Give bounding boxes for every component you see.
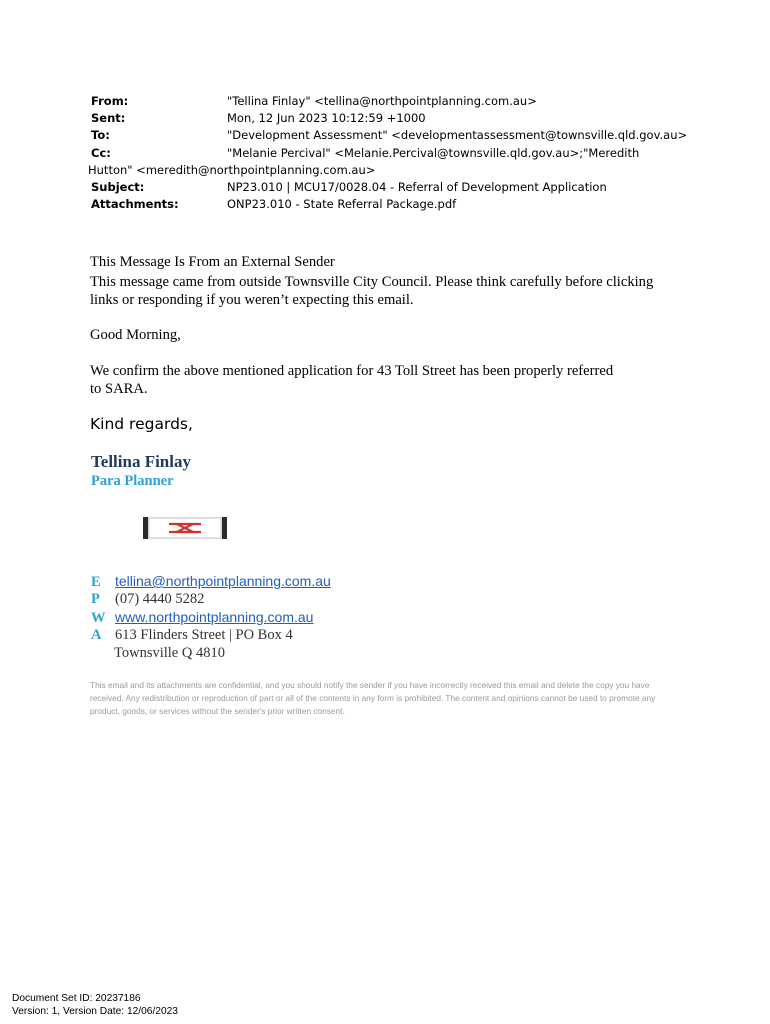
subject-label: Subject:: [91, 179, 145, 194]
cc-value-continued: Hutton" <meredith@northpointplanning.com.au>: [88, 162, 376, 177]
subject-value: NP23.010 | MCU17/0028.04 - Referral of Development Application: [227, 179, 607, 194]
external-sender-title: This Message Is From an External Sender: [90, 254, 335, 270]
signature-role: Para Planner: [91, 473, 174, 489]
contact-email-row: [91, 572, 331, 591]
header-attachments-row: [91, 196, 691, 213]
email-header: [88, 93, 691, 213]
header-subject-row: [91, 179, 691, 196]
sent-value: Mon, 12 Jun 2023 10:12:59 +1000: [227, 111, 426, 126]
confidentiality-disclaimer: This email and its attachments are confidential, and you should notify the sender if you have incorrectly received this email and delete the copy you have received. Any redistribution or reproduction of part or all of the contents in any form is prohibited. The content and opinions cannot be used to promote any product, goods, or services without the sender's prior written consent.: [90, 680, 656, 716]
header-to-row: [91, 127, 691, 144]
document-set-id: Document Set ID: 20237186: [12, 993, 141, 1004]
cc-label: Cc:: [91, 145, 111, 160]
email-link[interactable]: tellina@northpointplanning.com.au: [115, 573, 331, 589]
external-sender-line-1: This message came from outside Townsville City Council. Please think carefully before clicking: [90, 274, 654, 290]
confirmation-line-2: to SARA.: [90, 381, 148, 397]
confirmation-line-1: We confirm the above mentioned application for 43 Toll Street has been properly referred: [90, 363, 614, 379]
external-sender-line-2: links or responding if you weren’t expecting this email.: [90, 292, 414, 308]
contact-phone-row: [91, 590, 204, 608]
document-version: Version: 1, Version Date: 12/06/2023: [12, 1005, 178, 1017]
attachments-value: ONP23.010 - State Referral Package.pdf: [227, 197, 457, 212]
website-letter: W: [91, 610, 106, 626]
to-label: To:: [91, 128, 110, 143]
signature-name: Tellina Finlay: [91, 452, 191, 471]
to-value: "Development Assessment" <developmentassessment@townsville.qld.gov.au>: [227, 128, 688, 143]
phone-number: (07) 4440 5282: [115, 591, 205, 607]
company-logo-icon: [143, 517, 227, 539]
sent-label: Sent:: [91, 111, 126, 126]
from-label: From:: [91, 94, 129, 108]
address-letter: A: [91, 627, 102, 643]
greeting: Good Morning,: [90, 327, 181, 343]
header-cc-continuation: [88, 162, 691, 179]
header-sent-row: [91, 110, 691, 127]
contact-address-row: [91, 626, 293, 644]
address-line-2: Townsville Q 4810: [114, 645, 225, 661]
cc-value: "Melanie Percival" <Melanie.Percival@townsville.qld.gov.au>;"Meredith: [227, 145, 640, 160]
header-cc-row: [91, 145, 691, 162]
address-line-1: 613 Flinders Street | PO Box 4: [115, 627, 293, 643]
contact-website-row: [91, 608, 313, 627]
email-letter: E: [91, 574, 101, 590]
document-footer: [12, 993, 178, 1018]
from-value: "Tellina Finlay" <tellina@northpointplanning.com.au>: [227, 94, 537, 108]
attachments-label: Attachments:: [91, 197, 179, 212]
phone-letter: P: [91, 591, 100, 607]
closing: Kind regards,: [90, 415, 193, 433]
header-from-row: [91, 93, 691, 110]
website-link[interactable]: www.northpointplanning.com.au: [115, 609, 314, 625]
